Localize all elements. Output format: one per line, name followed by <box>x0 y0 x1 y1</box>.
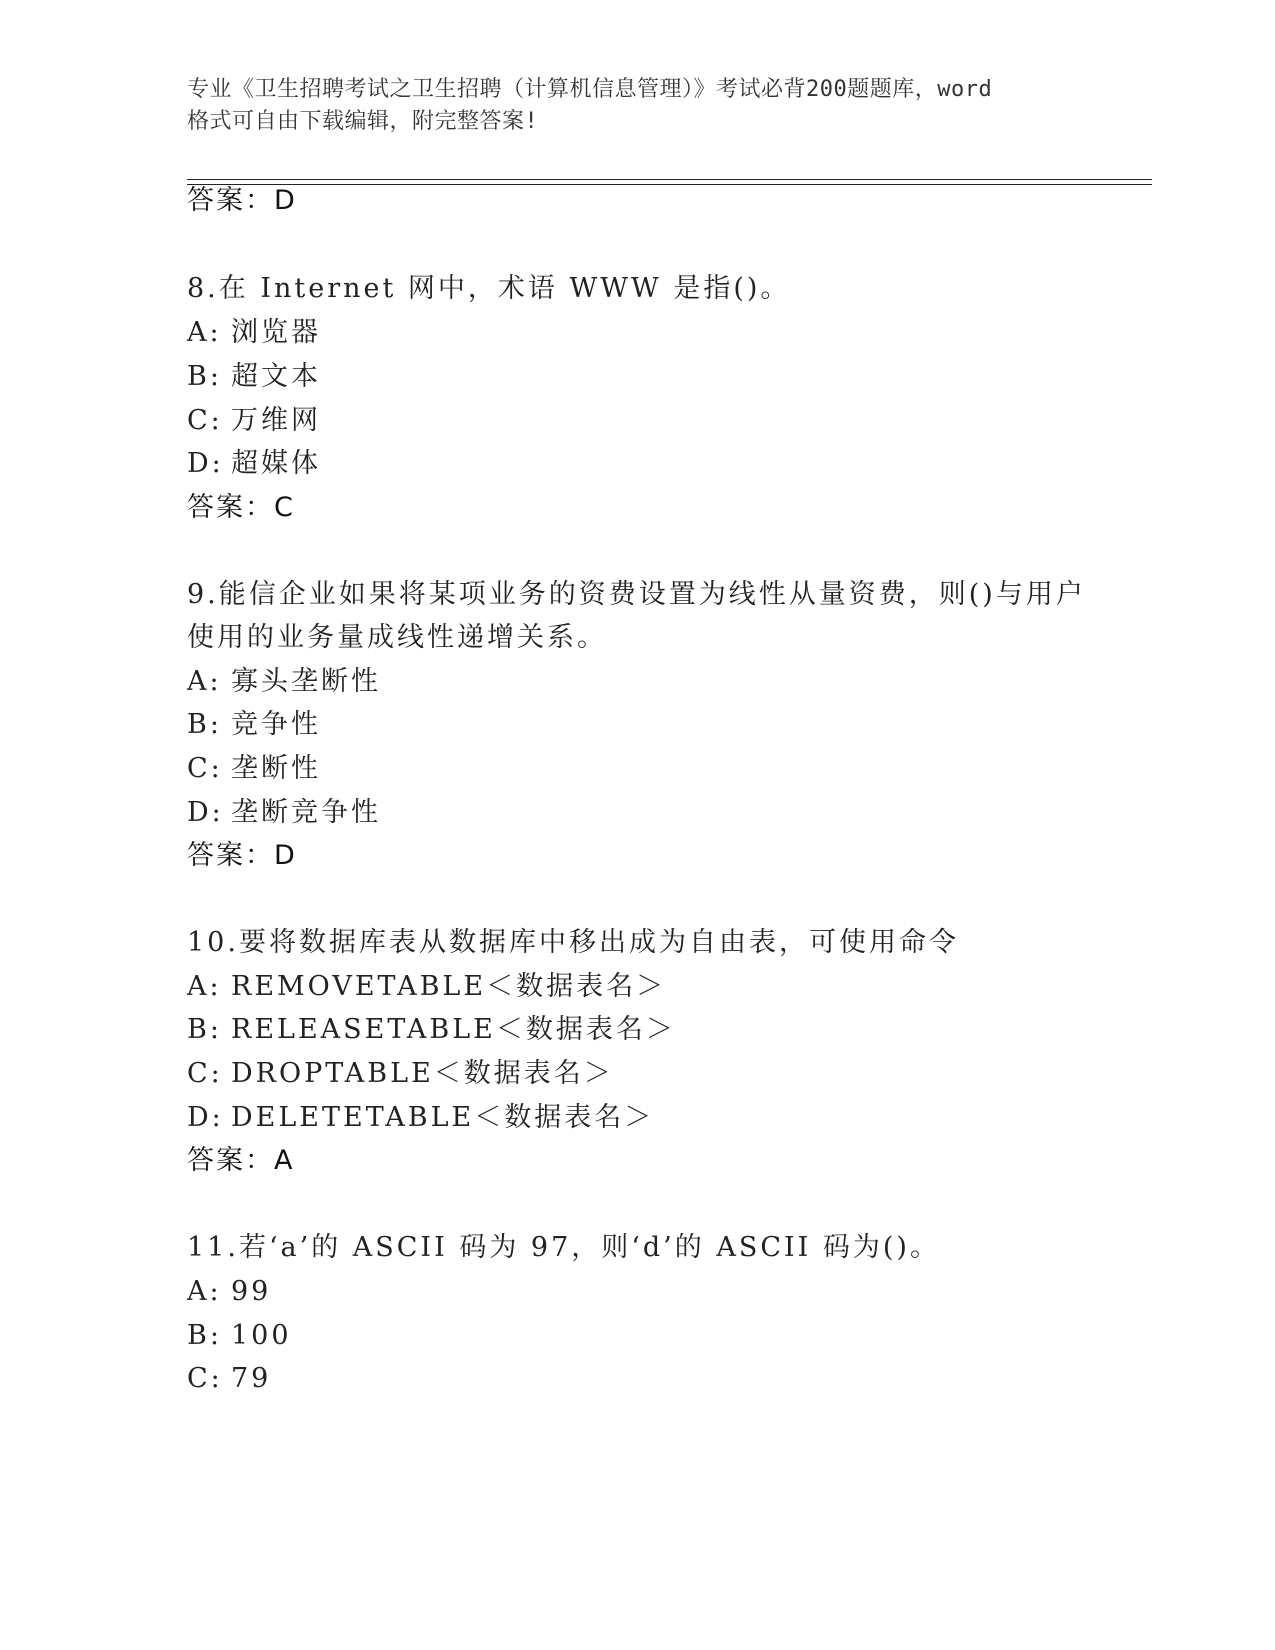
option-text: 100 <box>231 1320 292 1351</box>
option-letter: A: <box>187 666 222 697</box>
option-letter: A: <box>187 317 222 348</box>
question-10-answer: 答案：A <box>187 1145 295 1176</box>
option-letter: C: <box>187 405 223 436</box>
question-10-option-a <box>187 970 666 1004</box>
question-11-option-b <box>187 1319 292 1353</box>
option-letter: C: <box>187 1363 223 1394</box>
question-9-stem-line-1: 9.能信企业如果将某项业务的资费设置为线性从量资费，则()与用户 <box>187 579 1086 610</box>
question-11-stem: 11.若‘a’的 ASCII 码为 97，则‘d’的 ASCII 码为()。 <box>187 1232 940 1263</box>
header-divider-top <box>187 179 1152 180</box>
option-letter: D: <box>187 797 224 828</box>
question-10-stem: 10.要将数据库表从数据库中移出成为自由表，可使用命令 <box>187 927 959 958</box>
question-8-option-b <box>187 360 321 394</box>
option-letter: D: <box>187 1102 224 1133</box>
question-8-option-c <box>187 404 321 438</box>
option-text: 79 <box>231 1363 272 1394</box>
option-text: DROPTABLE＜数据表名＞ <box>231 1058 614 1089</box>
option-text: 万维网 <box>231 405 321 436</box>
header-line-1: 专业《卫生招聘考试之卫生招聘（计算机信息管理）》考试必背200题题库，word <box>187 77 993 102</box>
question-10-option-d <box>187 1101 654 1135</box>
question-9-option-d <box>187 796 381 830</box>
option-letter: B: <box>187 1014 222 1045</box>
answer-previous: 答案：D <box>187 185 297 216</box>
question-8-option-d <box>187 447 321 481</box>
question-10-option-c <box>187 1057 614 1091</box>
question-9-option-a <box>187 665 381 699</box>
question-9-stem-line-2: 使用的业务量成线性递增关系。 <box>187 622 607 653</box>
document-header <box>187 74 1087 138</box>
option-letter: A: <box>187 971 222 1002</box>
option-text: 超媒体 <box>231 448 321 479</box>
question-8-option-a <box>187 316 321 350</box>
option-letter: B: <box>187 361 222 392</box>
option-text: 垄断竞争性 <box>231 797 381 828</box>
option-letter: C: <box>187 753 223 784</box>
question-11-option-a <box>187 1275 271 1309</box>
header-line-2: 格式可自由下载编辑，附完整答案! <box>187 109 539 134</box>
question-9-option-b <box>187 708 321 742</box>
header-divider-bottom <box>187 184 1152 185</box>
option-text: REMOVETABLE＜数据表名＞ <box>231 971 667 1002</box>
option-text: 竞争性 <box>231 709 321 740</box>
option-text: DELETETABLE＜数据表名＞ <box>231 1102 655 1133</box>
question-9-answer: 答案：D <box>187 840 297 871</box>
question-10-option-b <box>187 1013 676 1047</box>
option-text: RELEASETABLE＜数据表名＞ <box>231 1014 676 1045</box>
option-text: 99 <box>231 1276 272 1307</box>
option-text: 寡头垄断性 <box>231 666 381 697</box>
question-9-option-c <box>187 752 321 786</box>
option-letter: C: <box>187 1058 223 1089</box>
question-8-answer: 答案：C <box>187 492 295 523</box>
option-text: 超文本 <box>231 361 321 392</box>
option-letter: B: <box>187 709 222 740</box>
option-text: 垄断性 <box>231 753 321 784</box>
question-11-option-c <box>187 1362 271 1396</box>
option-letter: D: <box>187 448 224 479</box>
option-text: 浏览器 <box>231 317 321 348</box>
option-letter: B: <box>187 1320 222 1351</box>
option-letter: A: <box>187 1276 222 1307</box>
question-8-stem: 8.在 Internet 网中，术语 WWW 是指()。 <box>187 273 791 304</box>
